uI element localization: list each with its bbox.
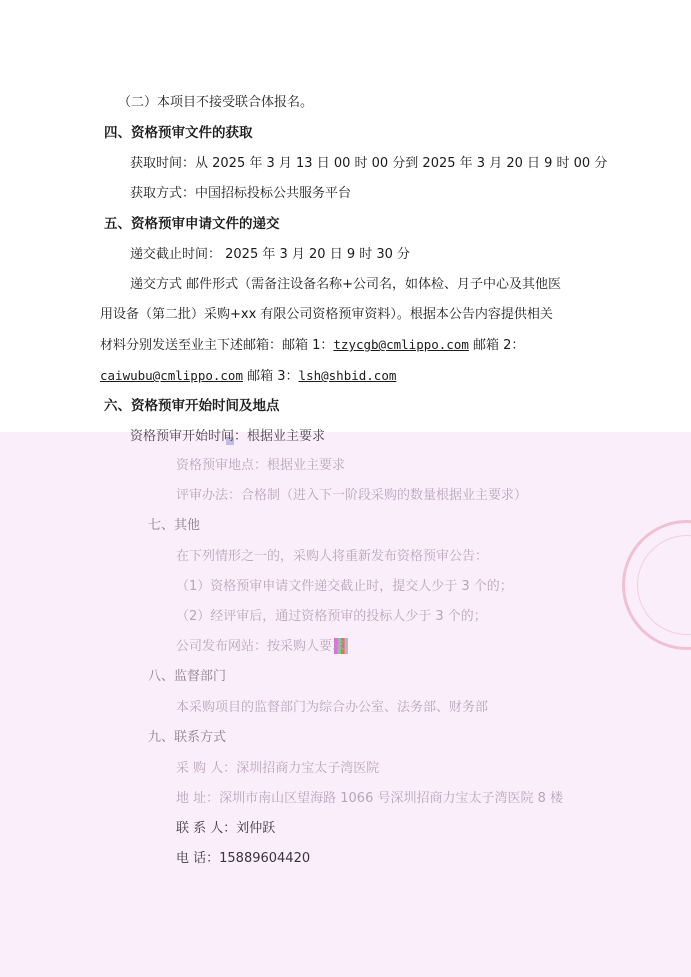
email-link-3[interactable]: lsh@shbid.com xyxy=(298,368,397,383)
submission-method-line-2: 用设备（第二批）采购+xx 有限公司资格预审资料）。根据本公告内容提供相关 xyxy=(100,307,553,322)
submission-deadline: 递交截止时间： 2025 年 3 月 20 日 9 时 30 分 xyxy=(130,247,411,262)
heading-section-9: 九、联系方式 xyxy=(148,730,227,745)
purchaser: 采 购 人：深圳招商力宝太子湾医院 xyxy=(176,761,380,776)
contact-person: 联 系 人：刘仲跃 xyxy=(176,821,276,836)
clause-consortium: （二）本项目不接受联合体报名。 xyxy=(118,95,314,110)
heading-section-6: 六、资格预审开始时间及地点 xyxy=(104,398,280,414)
heading-section-7: 七、其他 xyxy=(148,518,201,533)
email-label-2: 邮箱 2： xyxy=(468,338,525,353)
email-label-3: 邮箱 3： xyxy=(243,369,299,384)
email-link-2[interactable]: caiwubu@cmlippo.com xyxy=(100,368,243,383)
submission-method-line-1: 递交方式 邮件形式（需备注设备名称+公司名，如体检、月子中心及其他医 xyxy=(130,277,562,292)
prequal-location: 资格预审地点：根据业主要求 xyxy=(176,458,346,473)
email-link-1[interactable]: tzycgb@cmlippo.com xyxy=(333,337,469,352)
submission-method-line-3 xyxy=(100,336,524,355)
acquisition-method: 获取方式：中国招标投标公共服务平台 xyxy=(130,186,352,201)
publishing-site: 公司发布网站：按采购人要求 xyxy=(176,639,346,654)
submission-method-line-4 xyxy=(100,367,396,386)
condition-1: （1）资格预审申请文件递交截止时，提交人少于 3 个的； xyxy=(176,579,513,594)
evaluation-method: 评审办法：合格制（进入下一阶段采购的数量根据业主要求） xyxy=(176,488,528,503)
phone-number: 电 话：15889604420 xyxy=(176,851,311,866)
heading-section-4: 四、资格预审文件的获取 xyxy=(104,125,253,141)
prequal-start-time: 资格预审开始时间：根据业主要求 xyxy=(130,429,326,444)
acquisition-time: 获取时间：从 2025 年 3 月 13 日 00 时 00 分到 2025 年 3 月 20 日 9 时 00 分 xyxy=(130,156,608,171)
condition-2: （2）经评审后，通过资格预审的投标人少于 3 个的； xyxy=(176,609,487,624)
heading-section-5: 五、资格预审申请文件的递交 xyxy=(104,216,280,232)
email-intro-text: 材料分别发送至业主下述邮箱：邮箱 1： xyxy=(100,338,334,353)
address: 地 址：深圳市南山区望海路 1066 号深圳招商力宝太子湾医院 8 楼 xyxy=(176,791,564,806)
reissue-conditions: 在下列情形之一的，采购人将重新发布资格预审公告： xyxy=(176,549,489,564)
heading-section-8: 八、监督部门 xyxy=(148,669,227,684)
supervision-departments: 本采购项目的监督部门为综合办公室、法务部、财务部 xyxy=(176,700,489,715)
